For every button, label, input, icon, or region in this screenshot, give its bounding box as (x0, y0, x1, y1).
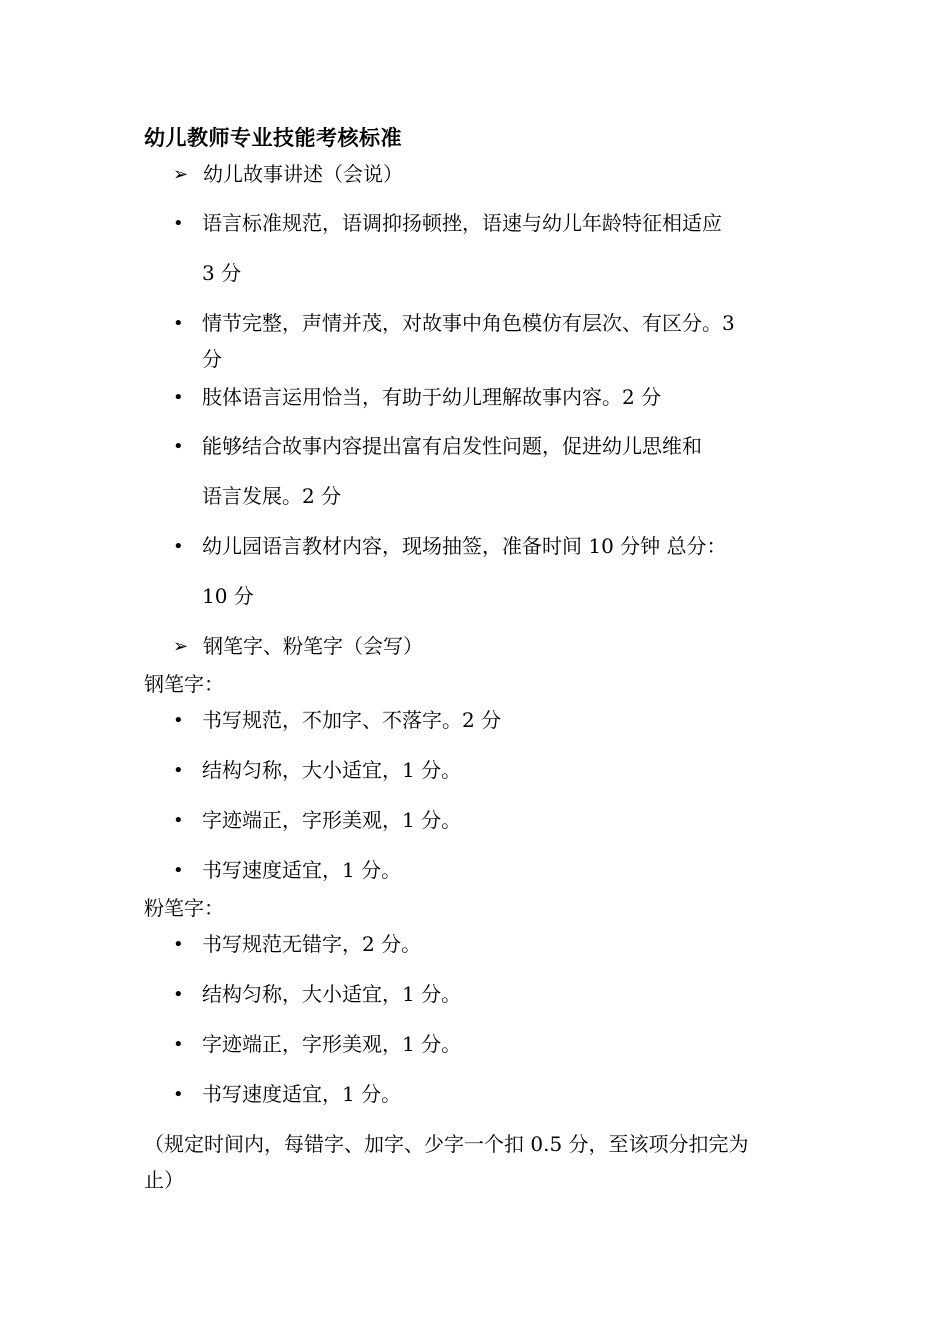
bullet-icon: • (173, 313, 184, 334)
list-item-continuation: 3 分 (202, 261, 242, 285)
section-heading-handwriting: 钢笔字、粉笔字（会写） (203, 634, 423, 658)
bullet-icon: • (173, 934, 184, 955)
list-item: 能够结合故事内容提出富有启发性问题，促进幼儿思维和 (202, 434, 702, 458)
list-item: 字迹端正，字形美观，1 分。 (202, 808, 462, 832)
list-item: 书写速度适宜，1 分。 (202, 1082, 402, 1106)
bullet-icon: • (173, 436, 184, 457)
list-item: 情节完整，声情并茂，对故事中角色模仿有层次、有区分。3 (202, 311, 735, 335)
bullet-icon: • (173, 860, 184, 881)
bullet-icon: • (173, 984, 184, 1005)
list-item: 书写规范无错字，2 分。 (202, 932, 422, 956)
list-item: 书写规范，不加字、不落字。2 分 (202, 708, 502, 732)
bullet-icon: • (173, 1034, 184, 1055)
list-item: 书写速度适宜，1 分。 (202, 858, 402, 882)
arrow-bullet-icon: ➢ (173, 164, 189, 185)
chalk-label: 粉笔字： (144, 896, 224, 920)
bullet-icon: • (173, 810, 184, 831)
list-item: 幼儿园语言教材内容，现场抽签，准备时间 10 分钟 总分： (202, 534, 727, 558)
bullet-icon: • (173, 536, 184, 557)
list-item: 字迹端正，字形美观，1 分。 (202, 1032, 462, 1056)
deduction-note-continuation: 止） (144, 1168, 184, 1192)
list-item: 肢体语言运用恰当，有助于幼儿理解故事内容。2 分 (202, 385, 662, 409)
list-item: 结构匀称，大小适宜，1 分。 (202, 982, 462, 1006)
list-item: 结构匀称，大小适宜，1 分。 (202, 758, 462, 782)
deduction-note: （规定时间内，每错字、加字、少字一个扣 0.5 分，至该项分扣完为 (144, 1132, 749, 1156)
bullet-icon: • (173, 387, 184, 408)
document-title: 幼儿教师专业技能考核标准 (144, 126, 402, 150)
bullet-icon: • (173, 213, 184, 234)
bullet-icon: • (173, 760, 184, 781)
arrow-bullet-icon: ➢ (173, 636, 189, 657)
pen-label: 钢笔字： (144, 672, 224, 696)
section-heading-storytelling: 幼儿故事讲述（会说） (203, 162, 403, 186)
list-item-continuation: 语言发展。2 分 (202, 484, 342, 508)
bullet-icon: • (173, 710, 184, 731)
list-item-continuation: 分 (202, 347, 222, 371)
bullet-icon: • (173, 1084, 184, 1105)
list-item-continuation: 10 分 (202, 584, 254, 608)
list-item: 语言标准规范，语调抑扬顿挫，语速与幼儿年龄特征相适应 (202, 211, 722, 235)
